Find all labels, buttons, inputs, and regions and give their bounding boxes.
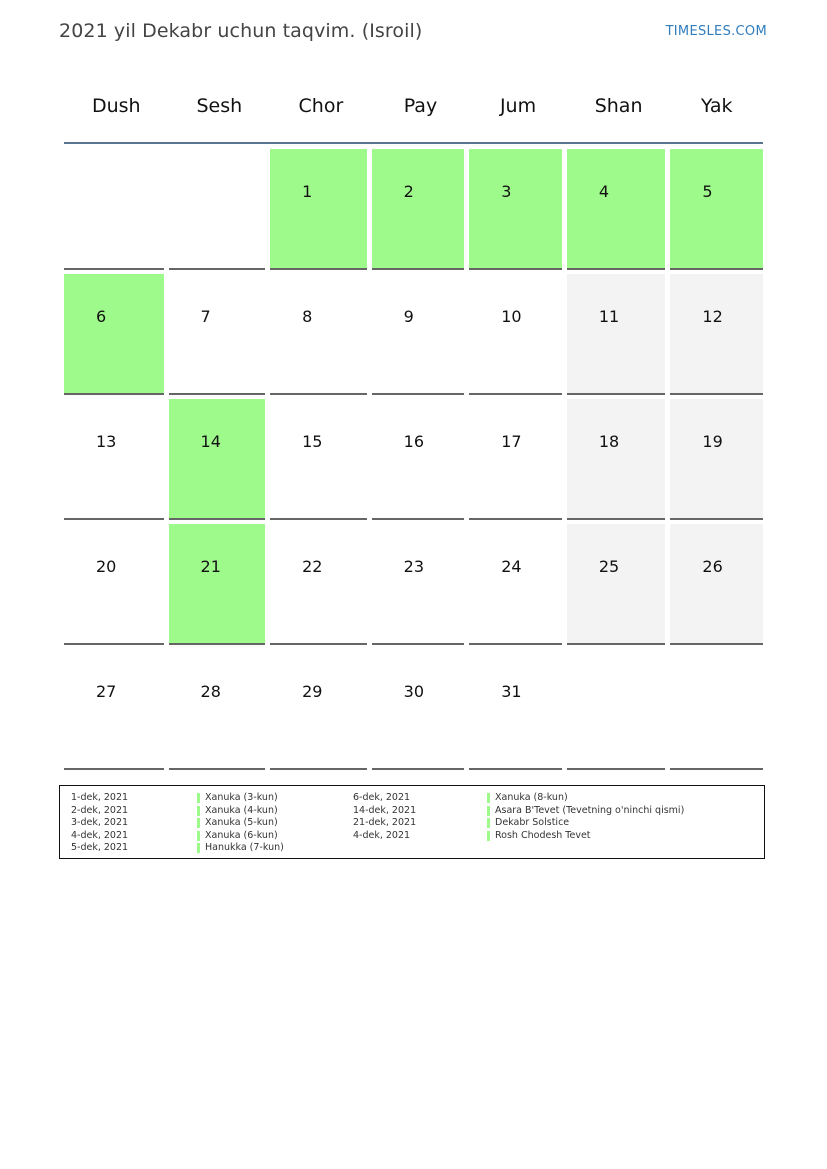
day-cell[interactable] [270,274,367,395]
day-number: 17 [501,432,522,451]
day-cell[interactable] [567,149,666,270]
day-cell[interactable] [469,524,562,645]
day-number: 21 [200,557,221,576]
day-number: 5 [702,182,713,201]
day-cell[interactable] [372,649,465,770]
day-number: 31 [501,682,522,701]
legend-date: 6-dek, 2021 [353,792,411,803]
day-number: 7 [200,307,211,326]
day-number: 16 [403,432,425,451]
day-cell[interactable] [169,399,266,520]
day-number: 28 [200,682,221,701]
calendar [64,70,763,774]
day-cell[interactable] [567,524,666,645]
weekday-label: Shan [594,95,643,117]
day-cell[interactable] [270,149,367,270]
day-cell[interactable] [64,524,164,645]
day-cell[interactable] [469,274,562,395]
weekday-label: Dush [91,95,141,117]
day-cell[interactable] [270,649,367,770]
legend-date: 5-dek, 2021 [71,842,129,853]
day-cell[interactable] [169,649,266,770]
day-cell[interactable] [64,399,164,520]
empty-day-cell [64,149,164,270]
day-number: 3 [501,182,512,201]
weekday-label: Pay [403,95,438,117]
weekday-label: Sesh [196,95,243,117]
day-number: 19 [702,432,723,451]
day-cell[interactable] [670,399,763,520]
week-row [64,274,763,399]
day-cell[interactable] [670,524,763,645]
day-number: 9 [403,307,414,326]
day-number: 15 [302,432,323,451]
legend-date: 4-dek, 2021 [71,829,129,841]
week-row [64,649,763,774]
day-number: 27 [96,682,117,701]
day-number: 8 [302,307,313,326]
day-cell[interactable] [469,149,562,270]
day-cell[interactable] [64,649,164,770]
day-cell[interactable] [670,274,763,395]
brand-link[interactable]: TIMESLES.COM [665,24,767,39]
day-number: 25 [598,557,620,576]
day-number: 22 [302,557,323,576]
day-number: 20 [96,557,117,576]
empty-day-cell [169,149,266,270]
week-row [64,524,763,649]
day-number: 24 [501,557,522,576]
day-cell[interactable] [372,399,465,520]
day-number: 30 [403,682,425,701]
day-cell[interactable] [169,274,266,395]
legend-holiday-name: Xanuka (4-kun) [197,805,284,818]
day-cell[interactable] [372,274,465,395]
week-row [64,149,763,274]
page-title: 2021 yil Dekabr uchun taqvim. (Isroil) [59,20,423,42]
week-row [64,399,763,524]
day-cell[interactable] [372,524,465,645]
legend-names-1 [197,792,284,855]
header-rule [64,142,763,144]
day-cell[interactable] [270,399,367,520]
day-number: 4 [598,182,610,201]
empty-day-cell [670,649,763,770]
holiday-legend [59,785,765,859]
legend-date: 1-dek, 2021 [71,792,129,803]
day-number: 2 [403,182,414,201]
legend-holiday-name: Asara B'Tevet (Tevetning o'ninchi qismi) [487,805,684,818]
day-number: 14 [200,432,221,451]
legend-holiday-name: Xanuka (5-kun) [197,817,284,830]
day-number: 13 [96,432,117,451]
legend-date: 3-dek, 2021 [71,817,129,828]
legend-date: 2-dek, 2021 [71,804,129,816]
day-cell[interactable] [270,524,367,645]
legend-dates-2 [353,792,416,842]
day-cell[interactable] [567,399,666,520]
calendar-grid [64,149,763,774]
day-number: 26 [702,557,723,576]
day-cell[interactable] [469,649,562,770]
day-number: 23 [403,557,425,576]
day-number: 6 [96,307,107,326]
day-number: 10 [501,307,522,326]
legend-names-2 [487,792,684,842]
legend-holiday-name: Rosh Chodesh Tevet [487,830,684,843]
weekday-label: Yak [700,95,733,117]
day-cell[interactable] [670,149,763,270]
legend-holiday-name: Hanukka (7-kun) [197,842,284,855]
day-cell[interactable] [567,274,666,395]
day-cell[interactable] [469,399,562,520]
legend-holiday-name: Dekabr Solstice [487,817,684,830]
legend-holiday-name: Xanuka (6-kun) [197,830,284,843]
day-number: 11 [598,307,620,326]
legend-holiday-name: Xanuka (8-kun) [487,792,684,805]
weekday-label: Jum [499,95,537,117]
day-number: 1 [302,182,313,201]
legend-date: 21-dek, 2021 [353,817,417,828]
day-cell[interactable] [169,524,266,645]
empty-day-cell [567,649,666,770]
day-cell[interactable] [372,149,465,270]
day-number: 18 [598,432,620,451]
day-number: 29 [302,682,323,701]
legend-dates-1 [71,792,128,855]
day-number: 12 [702,307,723,326]
weekday-label: Chor [298,95,344,117]
legend-date: 4-dek, 2021 [353,829,411,841]
weekday-header [64,70,763,142]
legend-date: 14-dek, 2021 [353,804,417,816]
day-cell[interactable] [64,274,164,395]
legend-holiday-name: Xanuka (3-kun) [197,792,284,805]
